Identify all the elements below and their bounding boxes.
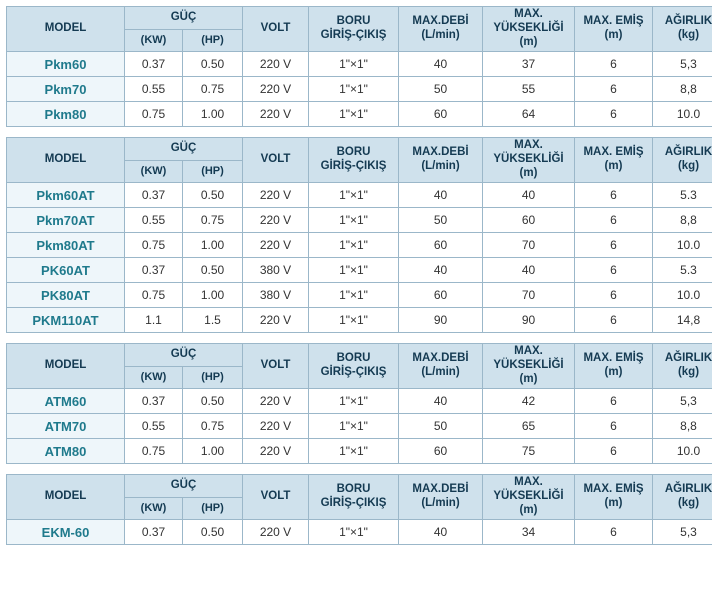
cell-suction: 6: [575, 102, 653, 127]
cell-flow: 40: [399, 258, 483, 283]
cell-model: PK60AT: [7, 258, 125, 283]
cell-model: Pkm70AT: [7, 208, 125, 233]
cell-flow: 60: [399, 283, 483, 308]
cell-hp: 1.00: [183, 439, 243, 464]
cell-weight: 5,3: [653, 389, 712, 414]
cell-hp: 1.00: [183, 283, 243, 308]
cell-hp: 0.75: [183, 77, 243, 102]
header-weight: AĞIRLIK (kg): [653, 475, 712, 520]
cell-suction: 6: [575, 414, 653, 439]
cell-volt: 220 V: [243, 102, 309, 127]
cell-volt: 220 V: [243, 183, 309, 208]
cell-pipe: 1"×1": [309, 233, 399, 258]
cell-kw: 0.75: [125, 102, 183, 127]
header-volt: VOLT: [243, 7, 309, 52]
header-hp: (HP): [183, 367, 243, 389]
cell-hp: 0.75: [183, 414, 243, 439]
cell-head: 42: [483, 389, 575, 414]
table-header: [7, 138, 712, 183]
header-volt: VOLT: [243, 344, 309, 389]
cell-volt: 380 V: [243, 283, 309, 308]
header-head: MAX. YÜKSEKLİĞİ (m): [483, 138, 575, 183]
cell-pipe: 1"×1": [309, 77, 399, 102]
cell-pipe: 1"×1": [309, 258, 399, 283]
header-volt: VOLT: [243, 138, 309, 183]
cell-suction: 6: [575, 208, 653, 233]
cell-model: PK80AT: [7, 283, 125, 308]
cell-suction: 6: [575, 308, 653, 333]
header-head: MAX. YÜKSEKLİĞİ (m): [483, 475, 575, 520]
table-header: [7, 475, 712, 520]
cell-head: 75: [483, 439, 575, 464]
header-flow: MAX.DEBİ (L/min): [399, 138, 483, 183]
cell-head: 34: [483, 520, 575, 545]
cell-hp: 0.50: [183, 258, 243, 283]
header-weight: AĞIRLIK (kg): [653, 7, 712, 52]
header-weight: AĞIRLIK (kg): [653, 138, 712, 183]
cell-head: 65: [483, 414, 575, 439]
cell-kw: 0.37: [125, 389, 183, 414]
cell-head: 37: [483, 52, 575, 77]
table-row: [7, 389, 712, 414]
spec-table-pkm-at: [6, 137, 712, 333]
cell-model: Pkm70: [7, 77, 125, 102]
cell-suction: 6: [575, 77, 653, 102]
cell-weight: 10.0: [653, 102, 712, 127]
table-row: [7, 283, 712, 308]
cell-weight: 10.0: [653, 439, 712, 464]
header-model: MODEL: [7, 344, 125, 389]
header-flow: MAX.DEBİ (L/min): [399, 475, 483, 520]
header-suction: MAX. EMİŞ (m): [575, 344, 653, 389]
cell-weight: 10.0: [653, 283, 712, 308]
cell-head: 55: [483, 77, 575, 102]
cell-volt: 380 V: [243, 258, 309, 283]
table-body: [7, 183, 712, 333]
cell-model: Pkm60: [7, 52, 125, 77]
cell-pipe: 1"×1": [309, 183, 399, 208]
header-power-group: GÜÇ: [125, 138, 243, 161]
header-power-group: GÜÇ: [125, 344, 243, 367]
cell-kw: 0.37: [125, 258, 183, 283]
cell-kw: 0.75: [125, 233, 183, 258]
header-power-group: GÜÇ: [125, 475, 243, 498]
cell-model: Pkm80AT: [7, 233, 125, 258]
cell-pipe: 1"×1": [309, 102, 399, 127]
cell-kw: 0.55: [125, 77, 183, 102]
cell-weight: 14,8: [653, 308, 712, 333]
cell-kw: 0.37: [125, 183, 183, 208]
table-row: [7, 77, 712, 102]
cell-flow: 50: [399, 414, 483, 439]
table-row: [7, 414, 712, 439]
cell-hp: 1.00: [183, 102, 243, 127]
header-flow: MAX.DEBİ (L/min): [399, 7, 483, 52]
table-body: [7, 520, 712, 545]
cell-weight: 10.0: [653, 233, 712, 258]
cell-flow: 50: [399, 208, 483, 233]
header-head: MAX. YÜKSEKLİĞİ (m): [483, 344, 575, 389]
cell-pipe: 1"×1": [309, 52, 399, 77]
cell-weight: 8,8: [653, 77, 712, 102]
cell-volt: 220 V: [243, 52, 309, 77]
cell-weight: 5.3: [653, 258, 712, 283]
table-header: [7, 7, 712, 52]
cell-head: 40: [483, 183, 575, 208]
cell-kw: 0.75: [125, 439, 183, 464]
cell-hp: 0.50: [183, 183, 243, 208]
cell-weight: 5.3: [653, 183, 712, 208]
table-body: [7, 389, 712, 464]
header-pipe: BORU GİRİŞ-ÇIKIŞ: [309, 7, 399, 52]
cell-model: ATM80: [7, 439, 125, 464]
cell-volt: 220 V: [243, 439, 309, 464]
cell-model: PKM110AT: [7, 308, 125, 333]
cell-flow: 40: [399, 389, 483, 414]
spec-table-pkm: [6, 6, 712, 127]
cell-hp: 1.5: [183, 308, 243, 333]
cell-suction: 6: [575, 52, 653, 77]
cell-volt: 220 V: [243, 520, 309, 545]
spec-table-atm: [6, 343, 712, 464]
table-header: [7, 344, 712, 389]
cell-suction: 6: [575, 389, 653, 414]
cell-head: 90: [483, 308, 575, 333]
header-flow: MAX.DEBİ (L/min): [399, 344, 483, 389]
cell-volt: 220 V: [243, 414, 309, 439]
cell-volt: 220 V: [243, 208, 309, 233]
cell-flow: 60: [399, 439, 483, 464]
cell-suction: 6: [575, 233, 653, 258]
table-row: [7, 102, 712, 127]
cell-kw: 1.1: [125, 308, 183, 333]
cell-kw: 0.55: [125, 414, 183, 439]
cell-flow: 60: [399, 233, 483, 258]
header-suction: MAX. EMİŞ (m): [575, 475, 653, 520]
cell-model: EKM-60: [7, 520, 125, 545]
header-kw: (KW): [125, 367, 183, 389]
header-weight: AĞIRLIK (kg): [653, 344, 712, 389]
cell-weight: 5,3: [653, 52, 712, 77]
table-body: [7, 52, 712, 127]
cell-model: Pkm60AT: [7, 183, 125, 208]
cell-hp: 1.00: [183, 233, 243, 258]
cell-pipe: 1"×1": [309, 308, 399, 333]
header-kw: (KW): [125, 161, 183, 183]
cell-hp: 0.50: [183, 389, 243, 414]
cell-hp: 0.50: [183, 52, 243, 77]
spec-table-ekm: [6, 474, 712, 545]
cell-volt: 220 V: [243, 233, 309, 258]
cell-pipe: 1"×1": [309, 389, 399, 414]
header-kw: (KW): [125, 498, 183, 520]
cell-pipe: 1"×1": [309, 208, 399, 233]
cell-head: 70: [483, 233, 575, 258]
header-hp: (HP): [183, 498, 243, 520]
table-row: [7, 208, 712, 233]
table-row: [7, 258, 712, 283]
table-row: [7, 520, 712, 545]
cell-kw: 0.37: [125, 52, 183, 77]
cell-suction: 6: [575, 183, 653, 208]
cell-pipe: 1"×1": [309, 283, 399, 308]
cell-pipe: 1"×1": [309, 414, 399, 439]
header-hp: (HP): [183, 161, 243, 183]
cell-flow: 60: [399, 102, 483, 127]
cell-model: Pkm80: [7, 102, 125, 127]
cell-suction: 6: [575, 520, 653, 545]
cell-model: ATM60: [7, 389, 125, 414]
cell-head: 60: [483, 208, 575, 233]
header-pipe: BORU GİRİŞ-ÇIKIŞ: [309, 475, 399, 520]
cell-flow: 40: [399, 183, 483, 208]
cell-pipe: 1"×1": [309, 520, 399, 545]
cell-hp: 0.75: [183, 208, 243, 233]
cell-suction: 6: [575, 258, 653, 283]
table-row: [7, 52, 712, 77]
header-model: MODEL: [7, 475, 125, 520]
cell-flow: 40: [399, 520, 483, 545]
header-pipe: BORU GİRİŞ-ÇIKIŞ: [309, 138, 399, 183]
cell-volt: 220 V: [243, 308, 309, 333]
header-model: MODEL: [7, 138, 125, 183]
table-row: [7, 439, 712, 464]
header-suction: MAX. EMİŞ (m): [575, 138, 653, 183]
cell-pipe: 1"×1": [309, 439, 399, 464]
cell-kw: 0.55: [125, 208, 183, 233]
cell-hp: 0.50: [183, 520, 243, 545]
cell-suction: 6: [575, 439, 653, 464]
header-head: MAX. YÜKSEKLİĞİ (m): [483, 7, 575, 52]
cell-volt: 220 V: [243, 389, 309, 414]
cell-model: ATM70: [7, 414, 125, 439]
cell-kw: 0.75: [125, 283, 183, 308]
header-suction: MAX. EMİŞ (m): [575, 7, 653, 52]
cell-flow: 50: [399, 77, 483, 102]
table-row: [7, 233, 712, 258]
header-model: MODEL: [7, 7, 125, 52]
cell-weight: 5,3: [653, 520, 712, 545]
table-row: [7, 183, 712, 208]
cell-kw: 0.37: [125, 520, 183, 545]
header-power-group: GÜÇ: [125, 7, 243, 30]
cell-flow: 90: [399, 308, 483, 333]
cell-suction: 6: [575, 283, 653, 308]
header-hp: (HP): [183, 30, 243, 52]
table-row: [7, 308, 712, 333]
header-pipe: BORU GİRİŞ-ÇIKIŞ: [309, 344, 399, 389]
cell-flow: 40: [399, 52, 483, 77]
header-kw: (KW): [125, 30, 183, 52]
cell-volt: 220 V: [243, 77, 309, 102]
cell-head: 70: [483, 283, 575, 308]
cell-weight: 8,8: [653, 414, 712, 439]
cell-weight: 8,8: [653, 208, 712, 233]
cell-head: 64: [483, 102, 575, 127]
cell-head: 40: [483, 258, 575, 283]
header-volt: VOLT: [243, 475, 309, 520]
